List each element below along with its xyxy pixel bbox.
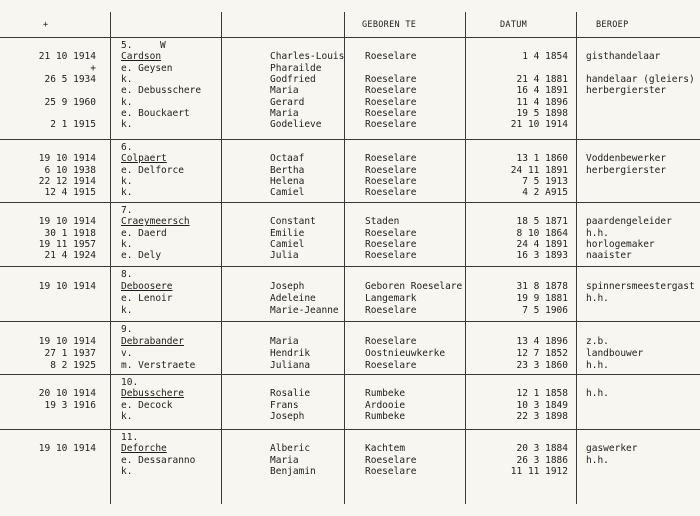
column-rule xyxy=(221,12,222,504)
birth-date: 12 7 1852 xyxy=(516,348,568,359)
profession: h.h. xyxy=(586,293,609,304)
birth-date: 21 4 1881 xyxy=(516,73,568,85)
birthplace: Oostnieuwkerke xyxy=(365,348,446,359)
relation: k. xyxy=(121,96,133,108)
birth-date: 31 8 1878 xyxy=(516,281,568,292)
death-date: 19 11 1957 xyxy=(38,238,96,250)
birth-date: 24 4 1891 xyxy=(516,238,568,250)
first-name: Adeleine xyxy=(270,293,316,304)
family-surname: Deboosere xyxy=(121,281,173,292)
birth-date: 26 3 1886 xyxy=(516,454,568,466)
death-date: 2 1 1915 xyxy=(50,119,96,131)
birthplace: Roeselare xyxy=(365,250,417,262)
death-date: 19 10 1914 xyxy=(38,153,96,165)
family-number: 6. xyxy=(121,142,133,153)
family-surname: Cardson xyxy=(121,51,162,63)
death-date: 19 10 1914 xyxy=(38,216,96,228)
header-rule xyxy=(0,37,700,38)
family-rule xyxy=(0,429,700,430)
death-date: 22 12 1914 xyxy=(38,175,96,187)
birthplace: Roeselare xyxy=(365,85,417,97)
first-name: Charles-Louis xyxy=(270,51,345,63)
header-profession: BEROEP xyxy=(596,20,629,30)
birthplace: Roeselare xyxy=(365,96,417,108)
family-number: 11. xyxy=(121,432,139,443)
first-name: Gerard xyxy=(270,96,305,108)
profession: naaister xyxy=(586,250,632,262)
first-name: Helena xyxy=(270,175,305,187)
family-surname: Debusschere xyxy=(121,388,184,400)
birthplace: Roeselare xyxy=(365,51,417,63)
relation: v. xyxy=(121,348,133,359)
profession: h.h. xyxy=(586,388,609,400)
relation: k. xyxy=(121,305,133,316)
birthplace: Roeselare xyxy=(365,119,417,131)
death-date: 12 4 1915 xyxy=(44,187,96,199)
header-date: DATUM xyxy=(500,20,528,30)
first-name: Hendrik xyxy=(270,348,311,359)
death-date: 6 10 1938 xyxy=(44,164,96,176)
header-birthplace: GEBOREN TE xyxy=(362,20,417,30)
first-name: Maria xyxy=(270,107,299,119)
death-date: 19 10 1914 xyxy=(38,443,96,455)
first-name: Joseph xyxy=(270,281,305,292)
profession: h.h. xyxy=(586,360,609,371)
birthplace: Roeselare xyxy=(365,164,417,176)
family-rule xyxy=(0,266,700,267)
birth-date: 20 3 1884 xyxy=(516,443,568,455)
relation: k. xyxy=(121,465,133,477)
profession: h.h. xyxy=(586,227,609,239)
birth-date: 4 2 A915 xyxy=(522,187,568,199)
first-name: Constant xyxy=(270,216,316,228)
column-rule xyxy=(110,12,111,504)
birthplace: Roeselare xyxy=(365,465,417,477)
first-name: Frans xyxy=(270,399,299,411)
birthplace: Roeselare xyxy=(365,187,417,199)
birthplace: Roeselare xyxy=(365,175,417,187)
family-number: 5. xyxy=(121,40,133,51)
death-date: 20 10 1914 xyxy=(38,388,96,400)
birthplace: Ardooie xyxy=(365,399,406,411)
family-number: 10. xyxy=(121,377,139,388)
first-name: Juliana xyxy=(270,360,311,371)
death-date: 30 1 1918 xyxy=(44,227,96,239)
relation: k. xyxy=(121,238,133,250)
family-mark: W xyxy=(160,40,166,51)
relation: e. Daerd xyxy=(121,227,167,239)
family-rule xyxy=(0,202,700,203)
family-surname: Deforche xyxy=(121,443,167,455)
birthplace: Kachtem xyxy=(365,443,406,455)
birth-date: 16 4 1891 xyxy=(516,85,568,97)
first-name: Pharailde xyxy=(270,62,322,74)
death-date: 21 10 1914 xyxy=(38,51,96,63)
birthplace: Roeselare xyxy=(365,454,417,466)
first-name: Marie-Jeanne xyxy=(270,305,339,316)
birth-date: 12 1 1858 xyxy=(516,388,568,400)
birthplace: Roeselare xyxy=(365,73,417,85)
first-name: Godelieve xyxy=(270,119,322,131)
death-date: 19 10 1914 xyxy=(38,281,96,292)
birthplace: Roeselare xyxy=(365,305,417,316)
profession: herbergierster xyxy=(586,85,667,97)
profession: spinnersmeestergast xyxy=(586,281,695,292)
death-date: 27 1 1937 xyxy=(44,348,96,359)
birthplace: Geboren Roeselare xyxy=(365,281,463,292)
relation: k. xyxy=(121,187,133,199)
birthplace: Roeselare xyxy=(365,107,417,119)
first-name: Maria xyxy=(270,85,299,97)
birth-date: 24 11 1891 xyxy=(510,164,568,176)
birthplace: Staden xyxy=(365,216,400,228)
profession: handelaar (gleiers) xyxy=(586,73,695,85)
death-date: 25 9 1960 xyxy=(44,96,96,108)
relation: k. xyxy=(121,73,133,85)
birth-date: 10 3 1849 xyxy=(516,399,568,411)
first-name: Bertha xyxy=(270,164,305,176)
death-date: + xyxy=(90,62,96,74)
first-name: Emilie xyxy=(270,227,305,239)
birthplace: Roeselare xyxy=(365,360,417,371)
birth-date: 7 5 1906 xyxy=(522,305,568,316)
birth-date: 13 4 1896 xyxy=(516,336,568,347)
death-date: 19 10 1914 xyxy=(38,336,96,347)
column-rule xyxy=(576,12,577,504)
first-name: Alberic xyxy=(270,443,311,455)
first-name: Rosalie xyxy=(270,388,311,400)
relation: k. xyxy=(121,175,133,187)
relation: k. xyxy=(121,410,133,422)
profession: paardengeleider xyxy=(586,216,672,228)
birthplace: Roeselare xyxy=(365,227,417,239)
birth-date: 1 4 1854 xyxy=(522,51,568,63)
family-surname: Debrabander xyxy=(121,336,184,347)
relation: e. Dely xyxy=(121,250,162,262)
relation: e. Geysen xyxy=(121,62,173,74)
birth-date: 8 10 1864 xyxy=(516,227,568,239)
death-date: 26 5 1934 xyxy=(44,73,96,85)
birthplace: Roeselare xyxy=(365,336,417,347)
birth-date: 7 5 1913 xyxy=(522,175,568,187)
birth-date: 13 1 1860 xyxy=(516,153,568,165)
relation: e. Debusschere xyxy=(121,85,202,97)
birth-date: 21 10 1914 xyxy=(510,119,568,131)
birth-date: 22 3 1898 xyxy=(516,410,568,422)
relation: e. Delforce xyxy=(121,164,184,176)
family-rule xyxy=(0,139,700,140)
birth-date: 23 3 1860 xyxy=(516,360,568,371)
first-name: Joseph xyxy=(270,410,305,422)
birthplace: Langemark xyxy=(365,293,417,304)
family-number: 9. xyxy=(121,324,133,335)
relation: e. Decock xyxy=(121,399,173,411)
death-date: 8 2 1925 xyxy=(50,360,96,371)
family-surname: Craeymeersch xyxy=(121,216,190,228)
relation: k. xyxy=(121,119,133,131)
birth-date: 18 5 1871 xyxy=(516,216,568,228)
birth-date: 16 3 1893 xyxy=(516,250,568,262)
first-name: Camiel xyxy=(270,187,305,199)
first-name: Camiel xyxy=(270,238,305,250)
relation: e. Lenoir xyxy=(121,293,173,304)
first-name: Maria xyxy=(270,454,299,466)
birthplace: Rumbeke xyxy=(365,388,406,400)
family-number: 8. xyxy=(121,269,133,280)
profession: horlogemaker xyxy=(586,238,655,250)
first-name: Godfried xyxy=(270,73,316,85)
profession: landbouwer xyxy=(586,348,644,359)
first-name: Julia xyxy=(270,250,299,262)
death-date: 19 3 1916 xyxy=(44,399,96,411)
profession: gisthandelaar xyxy=(586,51,661,63)
family-number: 7. xyxy=(121,205,133,216)
column-rule xyxy=(344,12,345,504)
profession: h.h. xyxy=(586,454,609,466)
profession: herbergierster xyxy=(586,164,667,176)
first-name: Benjamin xyxy=(270,465,316,477)
family-surname: Colpaert xyxy=(121,153,167,165)
first-name: Octaaf xyxy=(270,153,305,165)
profession: z.b. xyxy=(586,336,609,347)
relation: m. Verstraete xyxy=(121,360,196,371)
birth-date: 19 9 1881 xyxy=(516,293,568,304)
first-name: Maria xyxy=(270,336,299,347)
relation: e. Bouckaert xyxy=(121,107,190,119)
birth-date: 19 5 1898 xyxy=(516,107,568,119)
birthplace: Rumbeke xyxy=(365,410,406,422)
birthplace: Roeselare xyxy=(365,153,417,165)
death-date: 21 4 1924 xyxy=(44,250,96,262)
family-rule xyxy=(0,321,700,322)
birth-date: 11 11 1912 xyxy=(510,465,568,477)
header-died: + xyxy=(43,20,49,30)
relation: e. Dessaranno xyxy=(121,454,196,466)
family-rule xyxy=(0,374,700,375)
birthplace: Roeselare xyxy=(365,238,417,250)
profession: gaswerker xyxy=(586,443,638,455)
birth-date: 11 4 1896 xyxy=(516,96,568,108)
profession: Voddenbewerker xyxy=(586,153,667,165)
